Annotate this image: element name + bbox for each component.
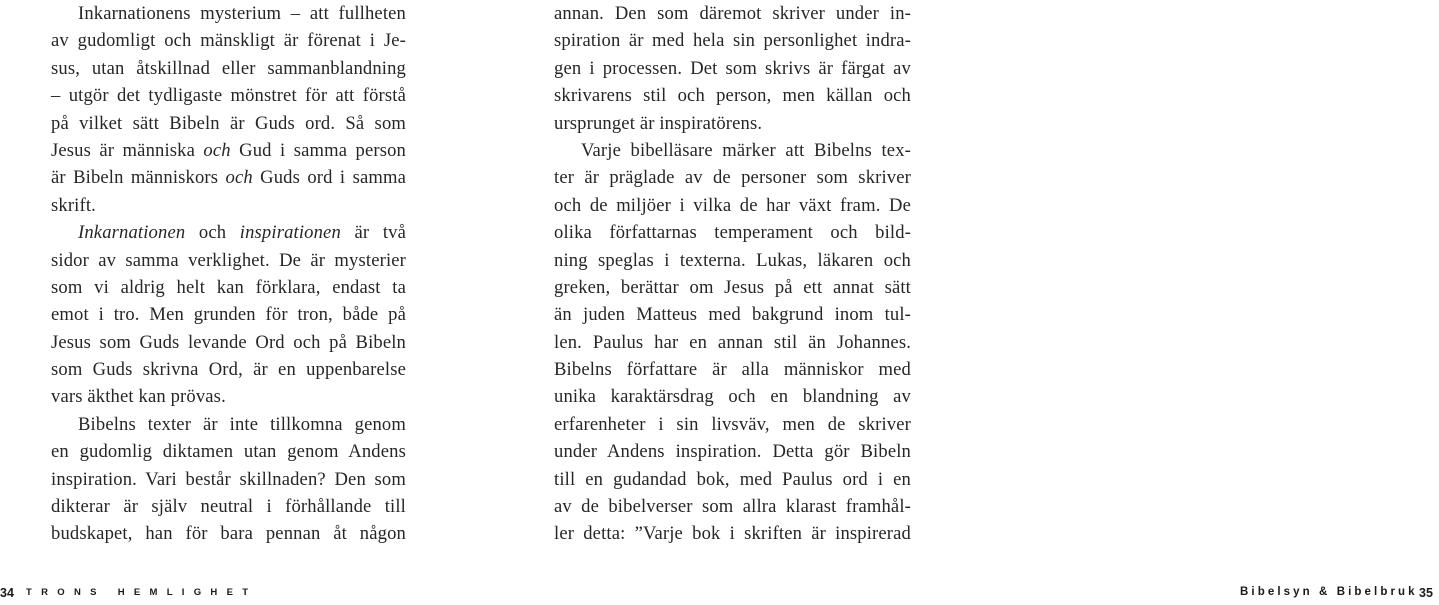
text-line: skrift. — [51, 194, 96, 216]
text-line: Jesus som Guds levande Ord och på Bibeln — [51, 331, 406, 353]
text-line: spiration är med hela sin personlighet indra- — [554, 30, 911, 52]
text-line: av de bibelverser som allra klarast framhål- — [554, 496, 911, 518]
text-line: len. Paulus har en annan stil än Johannes. — [554, 331, 911, 353]
text-line: och de miljöer i vilka de har växt fram. De — [554, 194, 911, 216]
text-line: ning speglas i texterna. Lukas, läkaren och — [554, 249, 911, 271]
text-line: gen i processen. Det som skrivs är färgat av — [554, 57, 911, 79]
text-line: Jesus är människa och Gud i samma person — [51, 139, 406, 161]
text-line: sus, utan åtskillnad eller sammanblandning — [51, 57, 406, 79]
text-line: Inkarnationens mysterium – att fullheten — [78, 3, 406, 24]
text-line: unika karaktärsdrag och en blandning av — [554, 386, 911, 408]
running-head: TRONS HEMLIGHET — [26, 587, 258, 598]
text-line: skrivarens stil och person, men källan och — [554, 85, 911, 107]
text-line: Varje bibelläsare märker att Bibelns tex- — [581, 139, 911, 161]
left-footer — [0, 585, 480, 605]
text-line: olika författarnas temperament och bild- — [554, 222, 911, 244]
text-line: som vi aldrig helt kan förklara, endast ta — [51, 276, 406, 298]
text-line: Bibelns texter är inte tillkomna genom — [78, 413, 406, 435]
text-line: ler detta: ”Varje bok i skriften är inspirerad — [554, 523, 911, 545]
text-line: under Andens inspiration. Detta gör Bibeln — [554, 441, 911, 463]
text-line: annan. Den som däremot skriver under in- — [554, 3, 911, 24]
text-line: inspiration. Vari består skillnaden? Den som — [51, 468, 406, 490]
text-line: en gudomlig diktamen utan genom Andens — [51, 441, 406, 463]
text-line: ter är präglade av de personer som skriver — [554, 167, 911, 189]
text-line: budskapet, han för bara pennan åt någon — [51, 523, 406, 545]
text-line: ursprunget är inspiratörens. — [554, 112, 763, 134]
right-footer — [960, 585, 1439, 605]
text-line: av gudomligt och mänskligt är förenat i Je- — [51, 30, 406, 52]
text-line: Bibelns författare är alla människor med — [554, 359, 911, 381]
right-text-column — [554, 0, 911, 548]
text-line: på vilket sätt Bibeln är Guds ord. Så som — [51, 112, 406, 134]
text-line: – utgör det tydligaste mönstret för att förstå — [51, 85, 406, 107]
text-line: Inkarnationen och inspirationen är två — [78, 222, 406, 244]
text-line: vars äkthet kan prövas. — [51, 386, 226, 408]
text-line: sidor av samma verklighet. De är mysterier — [51, 249, 406, 271]
page-number: 34 — [0, 586, 14, 600]
text-line: emot i tro. Men grunden för tron, både på — [51, 304, 406, 326]
text-line: till en gudandad bok, med Paulus ord i en — [554, 468, 911, 490]
page-number: 35 — [1419, 586, 1433, 600]
text-line: är Bibeln människors och Guds ord i samma — [51, 167, 406, 189]
text-line: greken, berättar om Jesus på ett annat sätt — [554, 276, 911, 298]
left-text-column — [51, 0, 406, 548]
running-head: Bibelsyn & Bibelbruk — [1240, 586, 1418, 598]
text-line: erfarenheter i sin livsväv, men de skriver — [554, 413, 911, 435]
text-line: än juden Matteus med bakgrund inom tul- — [554, 304, 911, 326]
text-line: som Guds skrivna Ord, är en uppenbarelse — [51, 359, 406, 381]
text-line: dikterar är själv neutral i förhållande till — [51, 496, 406, 518]
